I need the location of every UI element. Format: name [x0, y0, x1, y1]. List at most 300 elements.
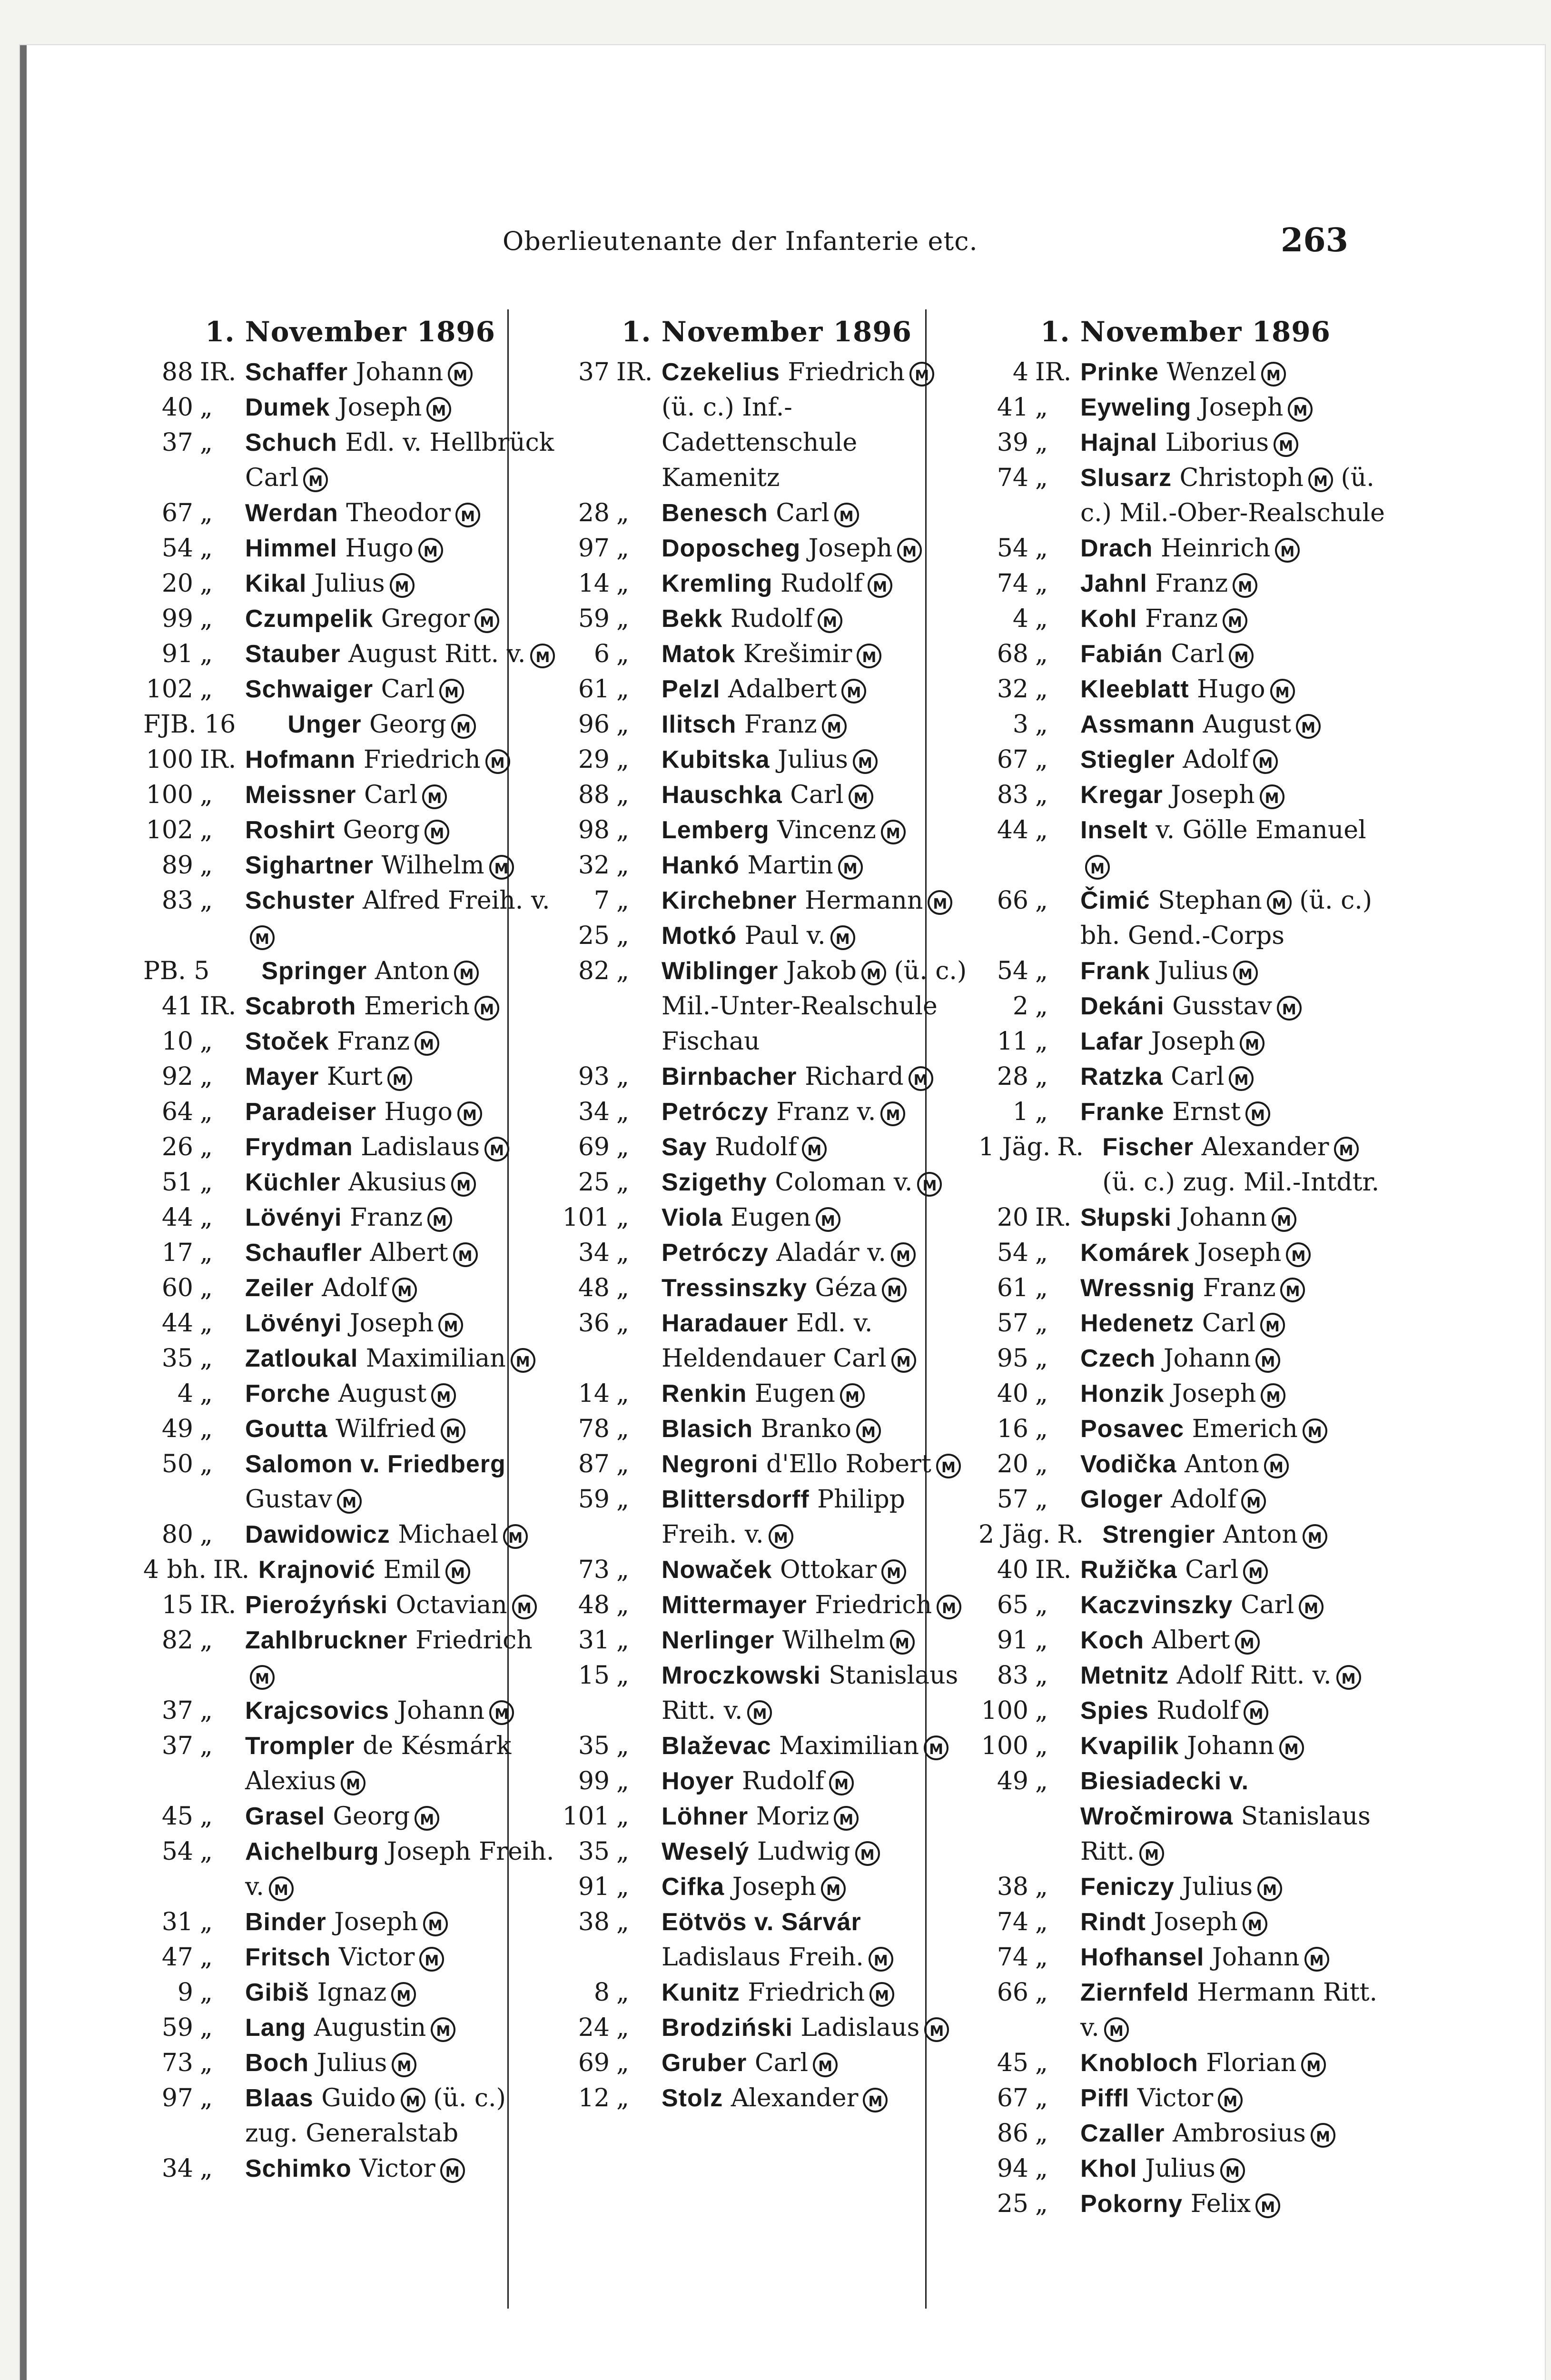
regiment-number: 97	[578, 534, 610, 563]
given-name: Joseph Freih. v.	[245, 1837, 554, 1901]
list-item	[560, 918, 974, 953]
given-name: Guido	[321, 2084, 396, 2112]
unit-abbrev: „	[200, 1732, 213, 1760]
entry-text	[662, 1059, 974, 1094]
list-item	[560, 1235, 974, 1270]
given-name: Carl	[381, 675, 435, 704]
entry-text	[245, 1130, 557, 1165]
regiment-number: 67	[997, 2084, 1028, 2112]
regiment-number: 31	[578, 1626, 610, 1655]
regiment-number: 15	[578, 1661, 610, 1690]
given-name: Emil	[383, 1556, 441, 1584]
entry-text	[1080, 355, 1393, 390]
given-name: Julius	[314, 569, 385, 598]
unit-abbrev: „	[1035, 816, 1048, 844]
surname: Goutta	[245, 1415, 328, 1443]
given-name: Michael	[398, 1520, 499, 1549]
list-item	[978, 1024, 1393, 1059]
surname: Mittermayer	[662, 1591, 807, 1619]
regiment-number: 83	[997, 781, 1028, 809]
regiment-number: 74	[997, 1943, 1028, 1972]
unit-abbrev: IR.	[200, 992, 237, 1021]
regiment-number: 48	[578, 1274, 610, 1302]
entry-text	[287, 707, 557, 742]
given-name: Jakob	[786, 957, 857, 985]
surname: Biesiadecki v. Wročmirowa	[1080, 1767, 1249, 1830]
given-name: Stanislaus Ritt.	[1080, 1802, 1371, 1866]
entry-text	[662, 1482, 974, 1552]
merit-badge-icon: M	[457, 1101, 482, 1126]
unit-abbrev: „	[1035, 640, 1048, 668]
given-name: Akusius	[348, 1168, 447, 1197]
regiment-number: 20	[997, 1450, 1028, 1478]
unit-abbrev: „	[616, 957, 629, 985]
list-item	[143, 1447, 557, 1517]
list-item	[143, 2081, 557, 2151]
regiment-number: 1	[1012, 1098, 1028, 1126]
given-name: Augustin	[314, 2013, 426, 2042]
merit-badge-icon: M	[747, 1700, 772, 1725]
entry-text	[662, 777, 974, 813]
surname: Eötvös v. Sárvár	[662, 1908, 861, 1936]
unit-abbrev: „	[616, 534, 629, 563]
given-name: Franz	[744, 710, 817, 739]
entry-text	[662, 1235, 974, 1270]
surname: Stolz	[662, 2084, 723, 2112]
regiment-number: 94	[997, 2154, 1028, 2183]
merit-badge-icon: M	[503, 1524, 528, 1549]
list-item	[560, 1200, 974, 1235]
entry-text	[1102, 1130, 1393, 1200]
merit-badge-icon: M	[387, 1066, 412, 1091]
entry-text	[662, 496, 974, 531]
entry-text	[1080, 1059, 1393, 1094]
merit-badge-icon: M	[840, 1383, 865, 1408]
merit-badge-icon: M	[1260, 1313, 1285, 1338]
surname: Küchler	[245, 1169, 341, 1196]
unit-abbrev: „	[200, 675, 213, 704]
surname: Schuster	[245, 887, 355, 914]
surname: Kirchebner	[662, 887, 797, 914]
entry-text	[1080, 1376, 1393, 1411]
entry-text	[245, 496, 557, 531]
regiment-number: 67	[161, 499, 193, 527]
unit-abbrev: „	[1035, 1062, 1048, 1091]
merit-badge-icon: M	[1229, 1066, 1254, 1091]
merit-badge-icon: M	[1277, 996, 1302, 1021]
regiment-number: 8	[593, 1978, 610, 2007]
regiment-number: 4	[177, 1379, 193, 1408]
given-name: Kurt	[326, 1062, 383, 1091]
list-item	[143, 883, 557, 953]
surname: Lafar	[1080, 1028, 1144, 1055]
list-item	[978, 953, 1393, 989]
list-item	[978, 1728, 1393, 1764]
unit-abbrev: „	[1035, 605, 1048, 633]
list-item	[978, 1376, 1393, 1411]
regiment-number: 32	[997, 675, 1028, 704]
unit-abbrev: „	[200, 1802, 213, 1831]
list-item	[560, 813, 974, 848]
entry-text	[662, 1869, 974, 1904]
given-name: Adalbert	[728, 675, 837, 704]
entry-text	[1080, 1447, 1393, 1482]
unit-abbrev: „	[200, 1978, 213, 2007]
regiment-number: 34	[161, 2154, 193, 2183]
unit-abbrev: „	[200, 851, 213, 880]
surname: Spies	[1080, 1697, 1149, 1725]
merit-badge-icon: M	[834, 503, 859, 527]
entry-list	[978, 355, 1393, 2221]
list-item	[143, 953, 557, 989]
regiment-number: 4 bh.	[143, 1556, 207, 1584]
list-item	[560, 1094, 974, 1130]
merit-badge-icon: M	[391, 1982, 416, 2007]
unit-abbrev: „	[200, 1309, 213, 1338]
regiment-number: 15	[161, 1591, 193, 1619]
surname: Posavec	[1080, 1415, 1185, 1443]
merit-badge-icon: M	[1085, 855, 1110, 880]
list-item	[978, 989, 1393, 1024]
regiment-number: 17	[161, 1239, 193, 1267]
list-item	[143, 1094, 557, 1130]
list-item	[143, 1975, 557, 2010]
list-item	[560, 566, 974, 601]
list-item	[978, 1904, 1393, 1940]
unit-abbrev: „	[200, 1168, 213, 1197]
merit-badge-icon: M	[484, 1137, 509, 1161]
list-item	[978, 425, 1393, 460]
given-name: Christoph	[1179, 464, 1304, 492]
merit-badge-icon: M	[1336, 1665, 1361, 1690]
unit-abbrev: „	[200, 2084, 213, 2112]
entry-text	[1080, 425, 1393, 460]
list-item	[143, 707, 557, 742]
list-item	[560, 1834, 974, 1869]
merit-badge-icon: M	[1243, 1912, 1267, 1936]
merit-badge-icon: M	[418, 538, 443, 563]
merit-badge-icon: M	[882, 1278, 907, 1302]
given-name: Krešimir	[743, 640, 852, 668]
regiment-number: 50	[161, 1450, 193, 1478]
unit-abbrev: „	[200, 1239, 213, 1267]
surname: Motkó	[662, 922, 737, 950]
entry-text	[1080, 601, 1393, 636]
unit-abbrev: „	[200, 393, 213, 422]
running-title: Oberlieutenante der Infanterie etc.	[503, 226, 978, 256]
list-item	[978, 1094, 1393, 1130]
list-item	[560, 1799, 974, 1834]
surname: Mroczkowski	[662, 1662, 821, 1689]
given-name: Adolf	[322, 1274, 388, 1302]
entry-text	[662, 707, 974, 742]
surname: Binder	[245, 1908, 326, 1936]
surname: Stauber	[245, 640, 341, 668]
regiment-number: 73	[578, 1556, 610, 1584]
given-name: Joseph	[1199, 393, 1284, 422]
merit-badge-icon: M	[1220, 2158, 1245, 2183]
assignment-note: (ü. c.) Inf.-Cadettenschule Kamenitz	[662, 393, 858, 492]
entry-text	[1080, 1411, 1393, 1447]
given-name: Emerich	[1192, 1415, 1298, 1443]
entry-text	[1080, 777, 1393, 813]
merit-badge-icon: M	[1272, 1207, 1296, 1232]
unit-abbrev: „	[1035, 569, 1048, 598]
merit-badge-icon: M	[936, 1454, 961, 1478]
merit-badge-icon: M	[512, 1595, 537, 1619]
merit-badge-icon: M	[816, 1207, 840, 1232]
unit-abbrev: „	[616, 745, 629, 774]
regiment-number: 87	[578, 1450, 610, 1478]
list-item	[978, 1341, 1393, 1376]
list-item	[560, 531, 974, 566]
entry-text	[1080, 1658, 1393, 1693]
list-item	[560, 2045, 974, 2081]
given-name: Ludwig	[757, 1837, 850, 1866]
given-name: Julius	[1145, 2154, 1215, 2183]
list-item	[143, 1728, 557, 1799]
regiment-number: 20	[997, 1203, 1028, 1232]
list-item	[978, 2081, 1393, 2116]
merit-badge-icon: M	[1303, 1418, 1327, 1443]
list-item	[143, 1024, 557, 1059]
surname: Roshirt	[245, 816, 335, 844]
unit-abbrev: „	[1035, 710, 1048, 739]
given-name: Maximilian	[779, 1732, 919, 1760]
list-item	[560, 777, 974, 813]
list-item	[143, 1904, 557, 1940]
regiment-number: 35	[161, 1344, 193, 1373]
surname: Tressinszky	[662, 1274, 807, 1302]
list-item	[143, 566, 557, 601]
regiment-number: 59	[161, 2013, 193, 2042]
given-name: Franz	[1145, 605, 1218, 633]
entry-text	[662, 1306, 974, 1376]
list-item	[560, 1165, 974, 1200]
surname: Weselý	[662, 1838, 750, 1865]
unit-abbrev: „	[200, 569, 213, 598]
entry-text	[245, 672, 557, 707]
entry-text	[662, 1975, 974, 2010]
list-item	[143, 989, 557, 1024]
unit-abbrev: „	[616, 1978, 629, 2007]
unit-abbrev: „	[1035, 781, 1048, 809]
regiment-number: 91	[997, 1626, 1028, 1655]
regiment-number: 36	[578, 1309, 610, 1338]
given-name: Franz	[350, 1203, 423, 1232]
surname: Frydman	[245, 1133, 353, 1161]
given-name: Anton	[1223, 1520, 1298, 1549]
merit-badge-icon: M	[818, 608, 842, 633]
regiment-number: 37	[161, 428, 193, 457]
given-name: Joseph	[334, 1908, 418, 1936]
given-name: Johann	[356, 358, 444, 387]
entry-text	[662, 1764, 974, 1799]
regiment-number: 54	[161, 534, 193, 563]
entry-text	[662, 1728, 974, 1764]
regiment-number: 41	[161, 992, 193, 1021]
unit-abbrev: „	[1035, 2049, 1048, 2077]
regiment-number: 91	[161, 640, 193, 668]
list-item	[143, 496, 557, 531]
entry-text	[245, 531, 557, 566]
merit-badge-icon: M	[438, 1313, 463, 1338]
list-item	[143, 742, 557, 777]
unit-abbrev: „	[616, 1309, 629, 1338]
given-name: Joseph	[808, 534, 893, 563]
entry-text	[258, 1552, 557, 1587]
given-name: Ambrosius	[1173, 2119, 1306, 2148]
list-item	[560, 2010, 974, 2045]
entry-text	[245, 2151, 557, 2186]
given-name: Liborius	[1165, 428, 1269, 457]
given-name: Hugo	[384, 1098, 453, 1126]
entry-text	[1080, 2186, 1393, 2221]
list-item	[143, 1235, 557, 1270]
surname: Dekáni	[1080, 992, 1165, 1020]
surname: Blittersdorff	[662, 1486, 810, 1513]
unit-abbrev: „	[1035, 1485, 1048, 1514]
entry-text	[662, 355, 974, 496]
given-name: Carl	[1171, 1062, 1225, 1091]
regiment-number: 41	[997, 393, 1028, 422]
regiment-number: 11	[997, 1027, 1028, 1056]
list-item	[560, 1306, 974, 1376]
list-item	[978, 1306, 1393, 1341]
entry-text	[1080, 390, 1393, 425]
surname: Boch	[245, 2049, 309, 2077]
unit-abbrev: „	[1035, 1626, 1048, 1655]
unit-abbrev: „	[1035, 464, 1048, 492]
list-item	[560, 1623, 974, 1658]
unit-abbrev: „	[1035, 1591, 1048, 1619]
entry-text	[662, 2045, 974, 2081]
surname: Scabroth	[245, 992, 356, 1020]
given-name: Albert	[370, 1239, 448, 1267]
given-name: Moriz	[756, 1802, 830, 1831]
regiment-number: 54	[997, 957, 1028, 985]
given-name: Paul v.	[744, 922, 826, 950]
entry-text	[662, 672, 974, 707]
unit-abbrev: „	[200, 428, 213, 457]
surname: Brodziński	[662, 2014, 793, 2042]
merit-badge-icon: M	[830, 925, 855, 950]
merit-badge-icon: M	[1261, 362, 1286, 387]
list-item	[560, 1411, 974, 1447]
unit-abbrev: „	[200, 605, 213, 633]
surname: Koch	[1080, 1626, 1144, 1654]
unit-abbrev: „	[200, 1133, 213, 1161]
given-name: Johann	[1163, 1344, 1251, 1373]
entry-text	[1080, 1623, 1393, 1658]
surname: Frank	[1080, 957, 1150, 985]
merit-badge-icon: M	[1303, 1524, 1327, 1549]
regiment-number: 95	[997, 1344, 1028, 1373]
unit-abbrev: „	[1035, 1767, 1048, 1795]
list-item	[560, 953, 974, 1059]
surname: Kaczvinszky	[1080, 1591, 1233, 1619]
merit-badge-icon: M	[855, 1841, 880, 1866]
regiment-number: 96	[578, 710, 610, 739]
entry-text	[245, 636, 557, 672]
entry-text	[662, 2081, 974, 2116]
merit-badge-icon: M	[530, 644, 555, 668]
surname: Ilitsch	[662, 711, 737, 738]
surname: Blaževac	[662, 1732, 771, 1760]
given-name: Stanislaus Ritt. v.	[662, 1661, 958, 1725]
list-item	[978, 1552, 1393, 1587]
surname: Wiblinger	[662, 957, 779, 985]
unit-abbrev: „	[616, 1450, 629, 1478]
merit-badge-icon: M	[924, 2017, 949, 2042]
regiment-number: 66	[997, 886, 1028, 915]
given-name: Martin	[747, 851, 833, 880]
entry-text	[245, 1165, 557, 1200]
unit-abbrev: „	[616, 1203, 629, 1232]
list-item	[978, 1975, 1393, 2045]
page-number: 263	[1281, 221, 1348, 259]
merit-badge-icon: M	[937, 1595, 961, 1619]
given-name: Joseph	[1151, 1027, 1235, 1056]
surname: Aichelburg	[245, 1838, 379, 1865]
unit-abbrev: IR.	[1035, 1556, 1072, 1584]
regiment-number: 88	[578, 781, 610, 809]
regiment-number: 100	[981, 1696, 1028, 1725]
surname: Pokorny	[1080, 2190, 1183, 2218]
surname: Vodička	[1080, 1450, 1177, 1478]
surname: Springer	[261, 957, 367, 985]
regiment-number: 44	[161, 1203, 193, 1232]
entry-text	[245, 1059, 557, 1094]
entry-text	[245, 1975, 557, 2010]
entry-text	[1080, 707, 1393, 742]
regiment-number: 20	[161, 569, 193, 598]
list-item	[560, 2081, 974, 2116]
regiment-number: 32	[578, 851, 610, 880]
entry-list	[560, 355, 974, 2116]
merit-badge-icon: M	[425, 820, 449, 844]
merit-badge-icon: M	[415, 1806, 439, 1831]
list-item	[978, 1235, 1393, 1270]
list-item	[560, 1059, 974, 1094]
unit-abbrev: „	[200, 1450, 213, 1478]
merit-badge-icon: M	[853, 749, 878, 774]
surname: Benesch	[662, 499, 768, 527]
regiment-number: 60	[161, 1274, 193, 1302]
given-name: Richard	[805, 1062, 904, 1091]
given-name: Franz	[1203, 1274, 1276, 1302]
surname: Knobloch	[1080, 2049, 1198, 2077]
surname: Zeiler	[245, 1274, 314, 1302]
entry-text	[1080, 1975, 1393, 2045]
merit-badge-icon: M	[431, 1383, 456, 1408]
surname: Czaller	[1080, 2120, 1165, 2147]
unit-abbrev: „	[1035, 1379, 1048, 1408]
regiment-number: 44	[997, 816, 1028, 844]
unit-abbrev: „	[1035, 2084, 1048, 2112]
unit-abbrev: IR.	[200, 1591, 237, 1619]
entry-text	[245, 1094, 557, 1130]
given-name: Hermann Ritt. v.	[1080, 1978, 1378, 2042]
entry-text	[1080, 1270, 1393, 1306]
surname: Lövényi	[245, 1309, 342, 1337]
entry-text	[1080, 1306, 1393, 1341]
list-item	[978, 672, 1393, 707]
regiment-number: 37	[161, 1696, 193, 1725]
unit-abbrev: IR.	[1035, 1203, 1072, 1232]
merit-badge-icon: M	[423, 1912, 448, 1936]
given-name: Joseph	[1171, 781, 1255, 809]
